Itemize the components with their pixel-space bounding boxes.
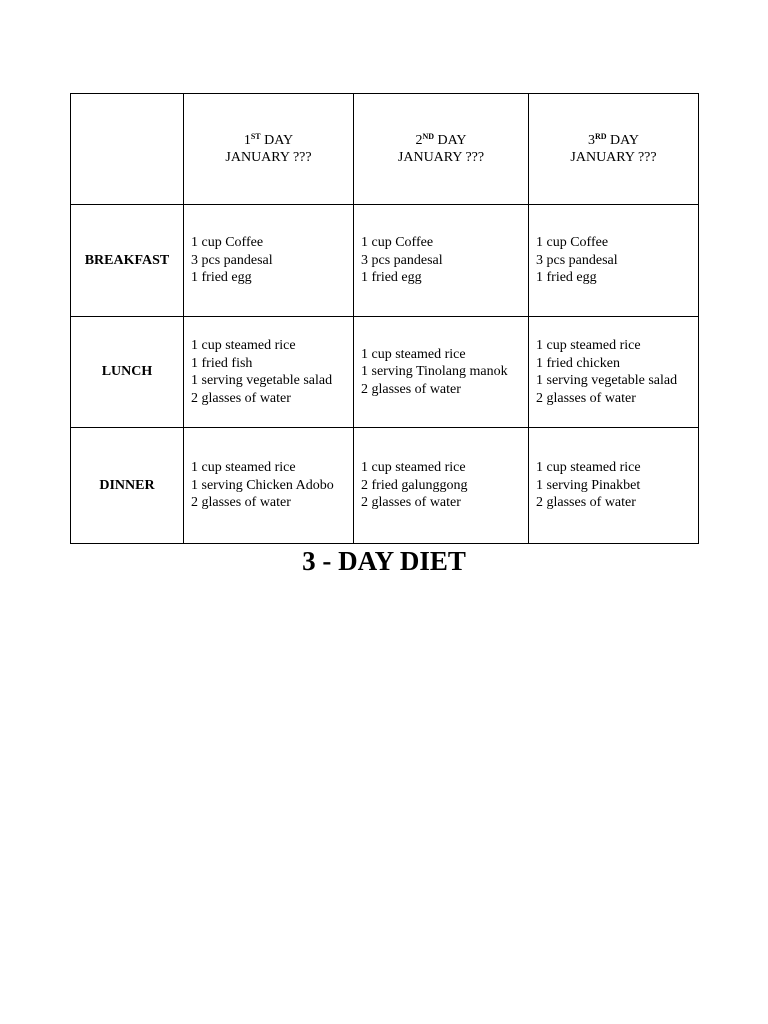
- food-item: 1 serving Chicken Adobo: [191, 477, 334, 493]
- dinner-day-2: [354, 428, 529, 544]
- food-item: 1 fried fish: [191, 355, 253, 371]
- breakfast-row: [71, 205, 699, 317]
- day-date: JANUARY ???: [570, 150, 657, 165]
- food-item: 3 pcs pandesal: [536, 252, 618, 268]
- food-item: 1 fried egg: [536, 270, 597, 286]
- lunch-day-2: [354, 317, 529, 428]
- document-title: 3 - DAY DIET: [302, 546, 466, 576]
- food-item: 1 serving vegetable salad: [536, 373, 678, 388]
- food-item: 2 glasses of water: [191, 495, 291, 511]
- header-row: [71, 94, 699, 205]
- dinner-row: [71, 428, 699, 544]
- day-2-header: [354, 94, 529, 205]
- food-item: 1 cup steamed rice: [191, 338, 296, 353]
- food-item: 2 glasses of water: [361, 495, 461, 511]
- food-item: 1 cup steamed rice: [361, 346, 466, 362]
- dinner-day-1: [184, 428, 354, 544]
- day-number: 2: [415, 132, 423, 148]
- food-item: 3 pcs pandesal: [191, 252, 273, 268]
- day-suffix: RD: [594, 131, 607, 141]
- lunch-row: [71, 317, 699, 428]
- food-item: 1 cup steamed rice: [536, 460, 641, 476]
- food-item: 1 serving Tinolang manok: [361, 364, 508, 380]
- day-number: 3: [587, 132, 595, 148]
- day-date: JANUARY ???: [397, 150, 485, 165]
- food-item: 1 fried chicken: [536, 355, 620, 371]
- day-date: JANUARY ???: [225, 150, 312, 165]
- food-item: 2 glasses of water: [361, 381, 461, 397]
- food-item: 2 glasses of water: [536, 390, 636, 406]
- day-number: 1: [243, 132, 251, 148]
- day-3-header: [529, 94, 699, 205]
- food-item: 2 glasses of water: [191, 390, 291, 406]
- food-item: 1 cup steamed rice: [191, 460, 296, 476]
- food-item: 3 pcs pandesal: [361, 252, 443, 268]
- lunch-day-3: [529, 317, 699, 428]
- day-suffix: ND: [422, 131, 434, 141]
- food-item: 1 cup Coffee: [191, 235, 264, 251]
- day-word: DAY: [610, 132, 640, 148]
- food-item: 1 serving vegetable salad: [191, 373, 333, 388]
- food-item: 1 cup steamed rice: [361, 460, 466, 476]
- breakfast-day-2: [354, 205, 529, 317]
- lunch-day-1: [184, 317, 354, 428]
- meal-label-breakfast: BREAKFAST: [71, 205, 184, 317]
- food-item: 1 cup Coffee: [361, 235, 434, 251]
- day-word: DAY: [264, 132, 294, 148]
- food-item: 1 cup Coffee: [536, 235, 609, 251]
- dinner-day-3: [529, 428, 699, 544]
- food-item: 1 fried egg: [191, 270, 252, 286]
- food-item: 1 serving Pinakbet: [536, 477, 641, 493]
- breakfast-day-3: [529, 205, 699, 317]
- food-item: 1 fried egg: [361, 270, 422, 286]
- meal-label-lunch: LUNCH: [71, 317, 184, 428]
- day-word: DAY: [437, 132, 467, 148]
- food-item: 2 fried galunggong: [361, 477, 468, 493]
- corner-cell: [71, 94, 184, 205]
- food-item: 2 glasses of water: [536, 495, 636, 511]
- day-1-header: [184, 94, 354, 205]
- meal-label-dinner: DINNER: [71, 428, 184, 544]
- diet-table: [70, 93, 699, 544]
- breakfast-day-1: [184, 205, 354, 317]
- food-item: 1 cup steamed rice: [536, 338, 641, 353]
- day-suffix: ST: [250, 131, 261, 141]
